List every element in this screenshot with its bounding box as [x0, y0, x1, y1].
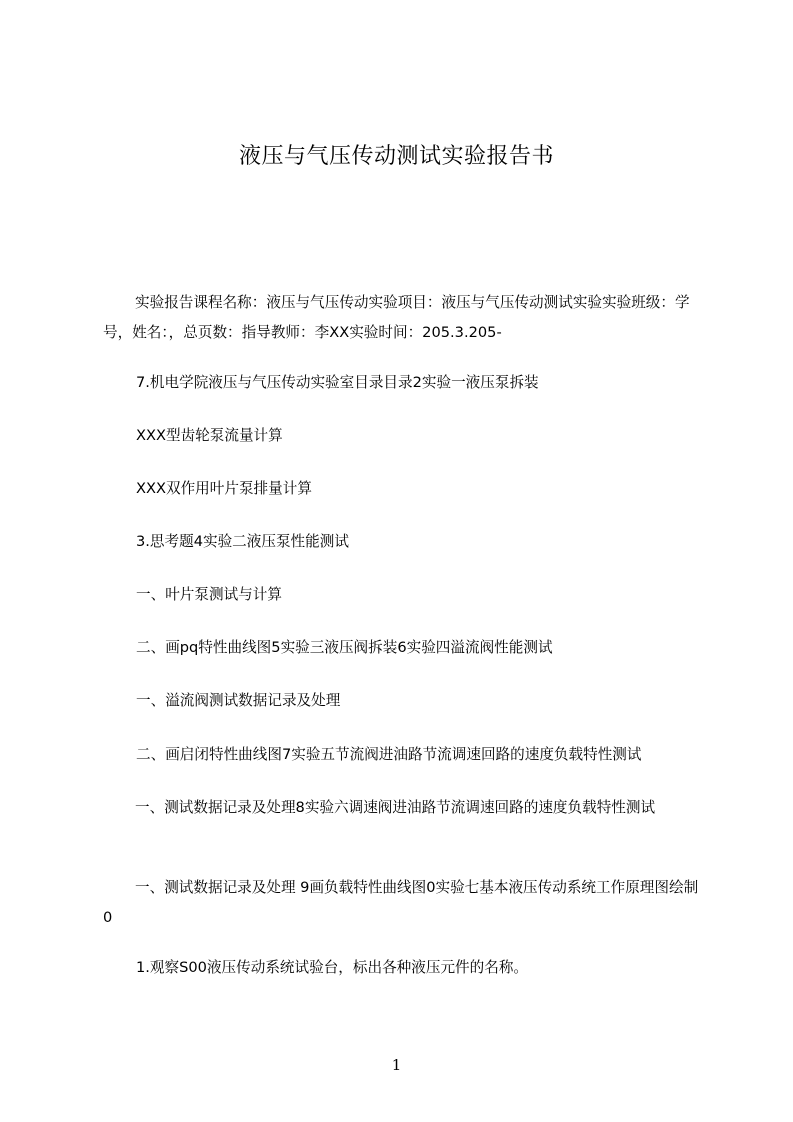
contents-line-5: 一、叶片泵测试与计算	[136, 586, 282, 603]
contents-line-7: 一、溢流阀测试数据记录及处理	[136, 692, 341, 709]
report-info-paragraph: 实验报告课程名称：液压与气压传动实验项目：液压与气压传动测试实验实验班级：学号，姓名：，总页数：指导教师：李XX实验时间：205.3.205-	[103, 294, 690, 341]
contents-line-11: 1.观察S00液压传动系统试验台，标出各种液压元件的名称。	[136, 959, 529, 976]
contents-line-2: XXX型齿轮泵流量计算	[136, 427, 283, 444]
document-title: 液压与气压传动测试实验报告书	[238, 144, 554, 169]
contents-line-9: 一、测试数据记录及处理8实验六调速阀进油路节流调速回路的速度负载特性测试	[135, 799, 656, 816]
contents-line-1: 7.机电学院液压与气压传动实验室目录目录2实验一液压泵拆装	[136, 374, 539, 391]
contents-line-8: 二、画启闭特性曲线图7实验五节流阀进油路节流调速回路的速度负载特性测试	[136, 746, 642, 763]
page-number: 1	[391, 1056, 402, 1074]
contents-line-4: 3.思考题4实验二液压泵性能测试	[136, 533, 349, 550]
contents-line-10: 一、测试数据记录及处理 9画负载特性曲线图0实验七基本液压传动系统工作原理图绘制0	[103, 879, 699, 926]
contents-line-3: XXX双作用叶片泵排量计算	[136, 480, 312, 497]
contents-line-6: 二、画pq特性曲线图5实验三液压阀拆装6实验四溢流阀性能测试	[136, 639, 553, 656]
